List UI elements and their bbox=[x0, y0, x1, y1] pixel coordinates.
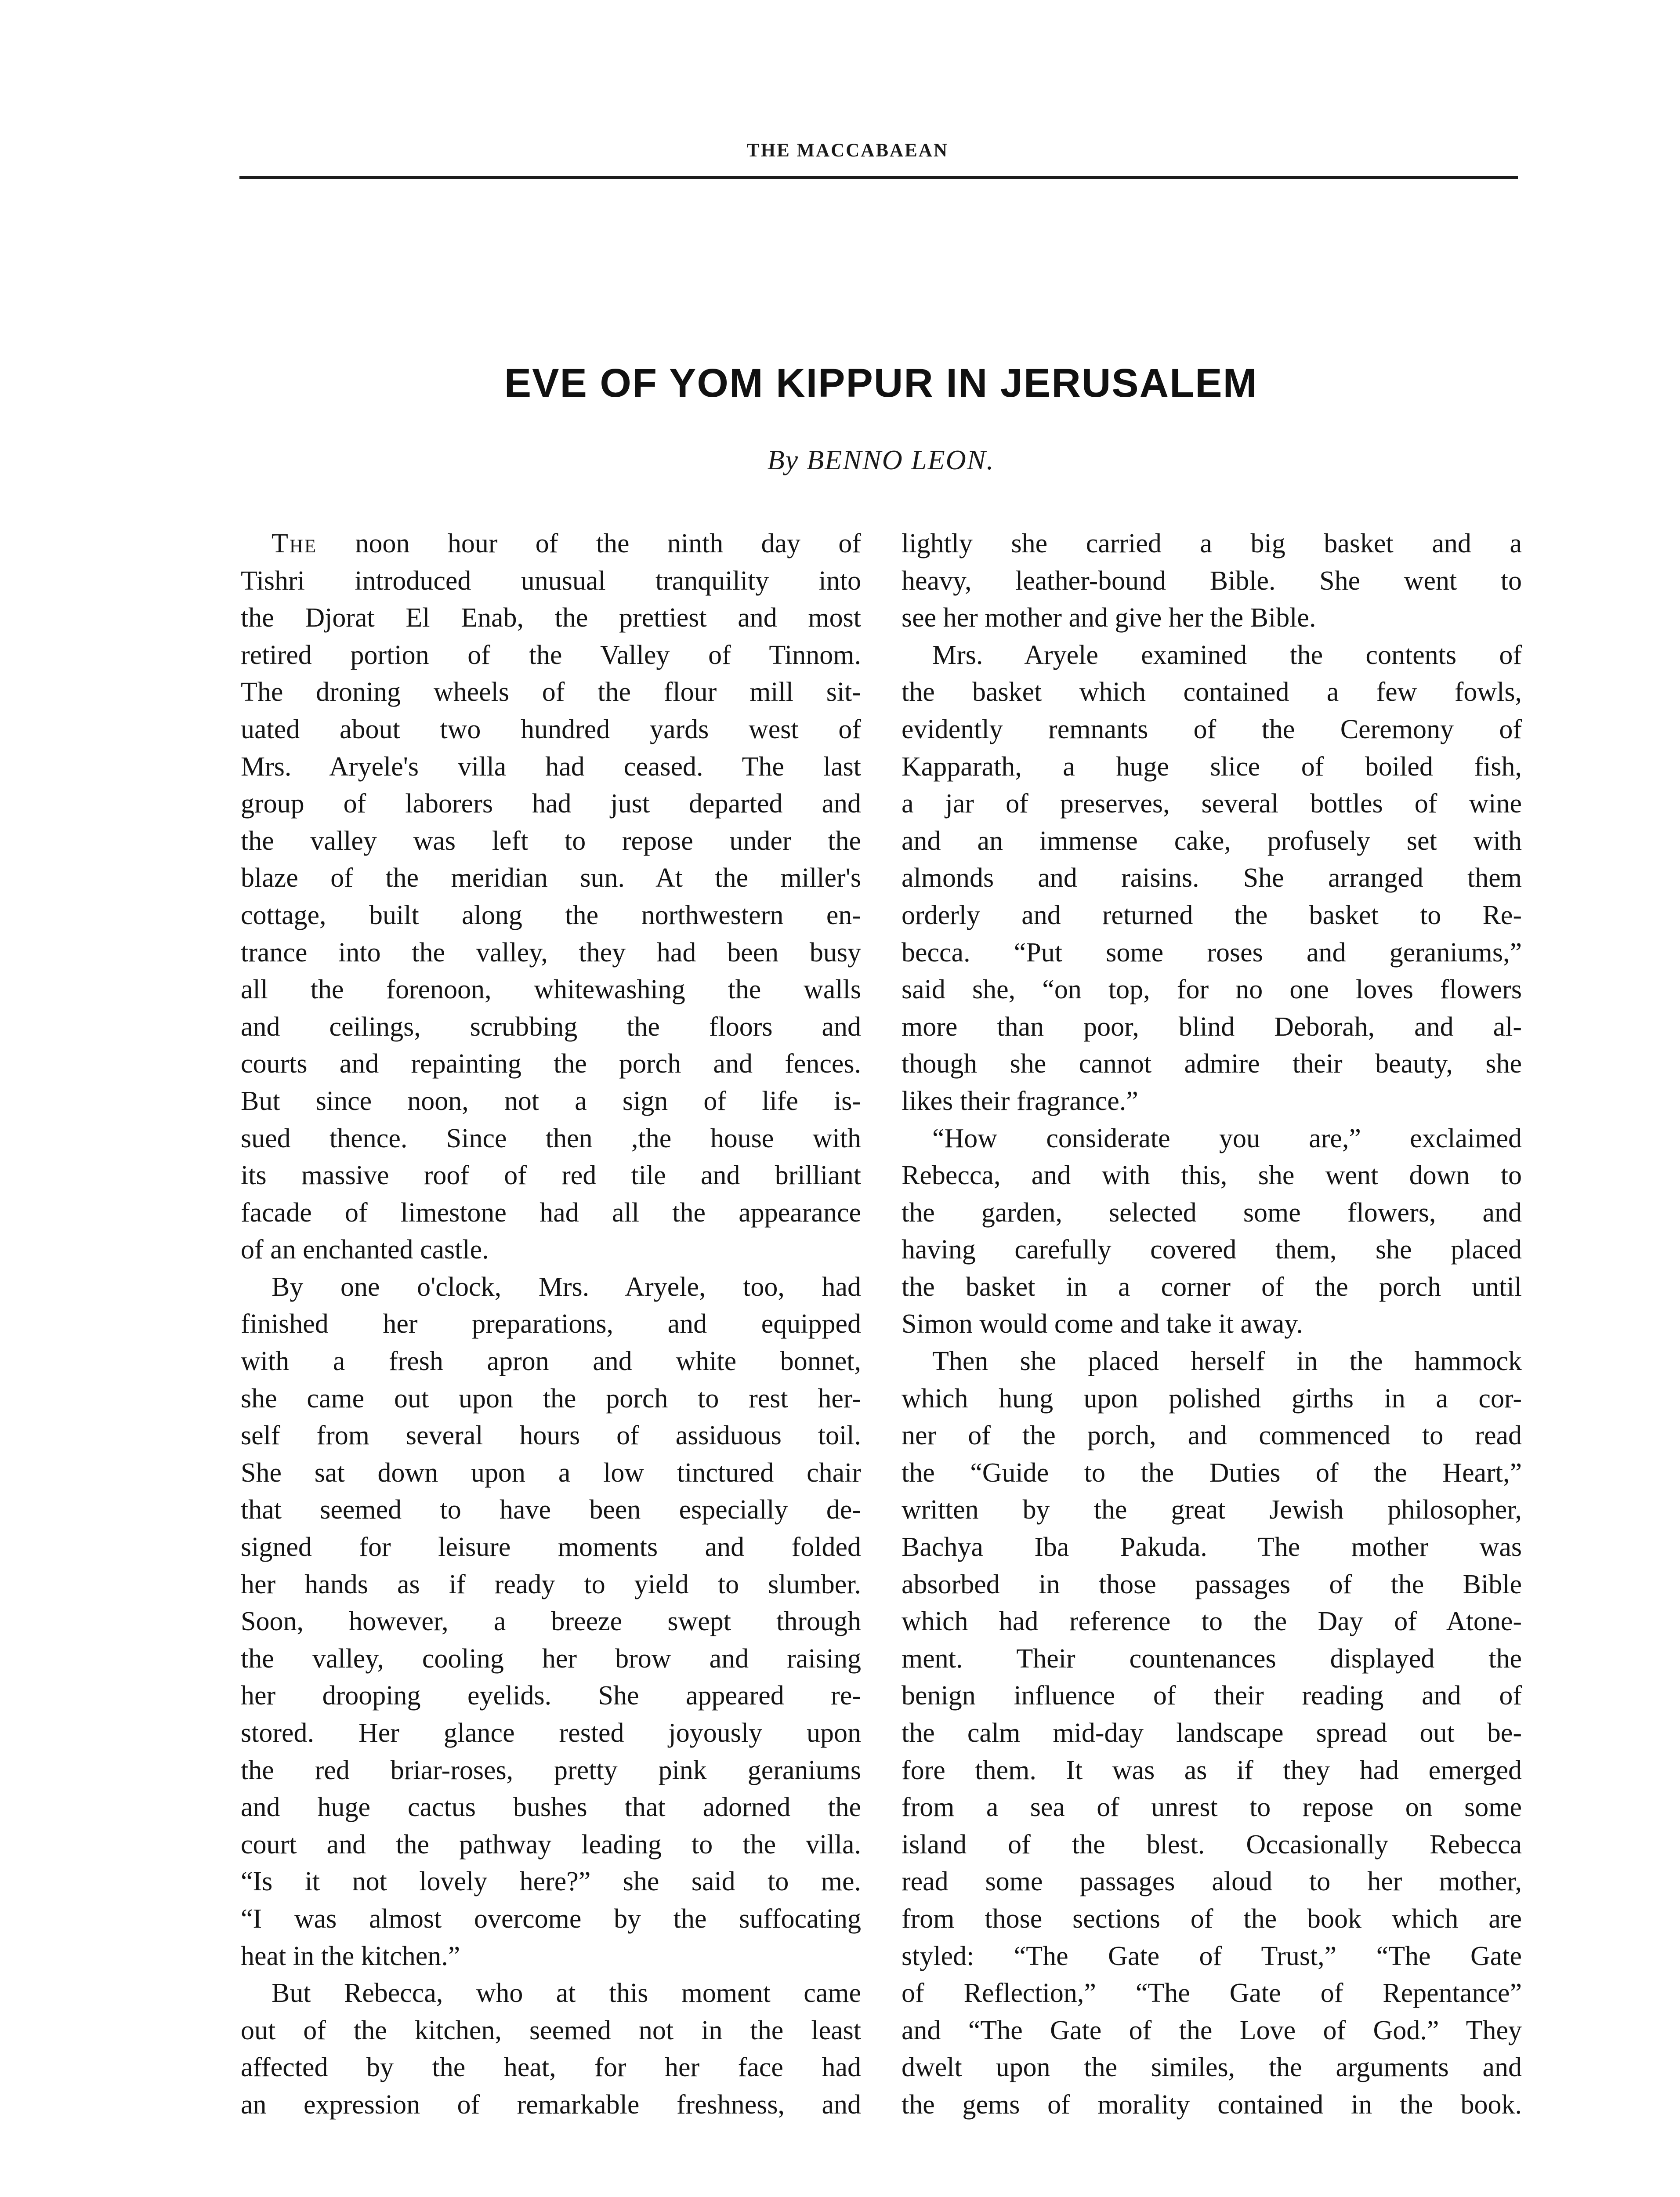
text-line: the basket which contained a few fowls, bbox=[902, 677, 1522, 707]
text-line: the “Guide to the Duties of the Heart,” bbox=[902, 1457, 1522, 1488]
text-line: which had reference to the Day of Atone- bbox=[902, 1606, 1522, 1637]
text-line: Kapparath, a huge slice of boiled fish, bbox=[902, 751, 1522, 782]
header-rule bbox=[239, 176, 1518, 179]
text-line: and “The Gate of the Love of God.” They bbox=[902, 2015, 1522, 2045]
text-line bbox=[241, 525, 861, 562]
text-line: the Djorat El Enab, the prettiest and most bbox=[241, 603, 861, 633]
text-line: “Is it not lovely here?” she said to me. bbox=[241, 1867, 861, 1897]
text-line: from those sections of the book which are bbox=[902, 1903, 1522, 1934]
text-line: signed for leisure moments and folded bbox=[241, 1532, 861, 1563]
text-line: all the forenoon, whitewashing the walls bbox=[241, 975, 861, 1005]
text-line: and ceilings, scrubbing the floors and bbox=[241, 1011, 861, 1042]
left-column bbox=[241, 525, 861, 2124]
text-line: dwelt upon the similes, the arguments and bbox=[902, 2052, 1522, 2083]
text-line: But Rebecca, who at this moment came bbox=[272, 1978, 861, 2008]
text-line: the calm mid-day landscape spread out be- bbox=[902, 1718, 1522, 1748]
text-line: said she, “on top, for no one loves flowers bbox=[902, 975, 1522, 1005]
text-line: uated about two hundred yards west of bbox=[241, 714, 861, 744]
text-line: lightly she carried a big basket and a bbox=[902, 529, 1522, 558]
text-line: She sat down upon a low tinctured chair bbox=[241, 1457, 861, 1488]
text-line: blaze of the meridian sun. At the miller's bbox=[241, 863, 861, 893]
text-line: the valley was left to repose under the bbox=[241, 826, 861, 856]
text-line: a jar of preserves, several bottles of wine bbox=[902, 789, 1522, 819]
text-line: almonds and raisins. She arranged them bbox=[902, 863, 1522, 893]
text-line: “How considerate you are,” exclaimed bbox=[932, 1123, 1522, 1153]
text-line: the garden, selected some flowers, and bbox=[902, 1197, 1522, 1228]
text-line: facade of limestone had all the appearance bbox=[241, 1197, 861, 1228]
text-line: out of the kitchen, seemed not in the least bbox=[241, 2015, 861, 2045]
text-line: written by the great Jewish philosopher, bbox=[902, 1495, 1522, 1525]
text-line: island of the blest. Occasionally Rebecca bbox=[902, 1829, 1522, 1860]
text-line: and huge cactus bushes that adorned the bbox=[241, 1792, 861, 1823]
text-line: heat in the kitchen.” bbox=[241, 1941, 460, 1971]
text-line: But since noon, not a sign of life is- bbox=[241, 1086, 861, 1116]
text-line: Mrs. Aryele's villa had ceased. The last bbox=[241, 751, 861, 782]
text-line: “I was almost overcome by the suffocating bbox=[241, 1903, 861, 1934]
text-line: more than poor, blind Deborah, and al- bbox=[902, 1011, 1522, 1042]
text-line: finished her preparations, and equipped bbox=[241, 1309, 861, 1339]
running-head: THE MACCABAEAN bbox=[747, 140, 949, 161]
text-line: the gems of morality contained in the book. bbox=[902, 2089, 1522, 2120]
text-line: Then she placed herself in the hammock bbox=[932, 1346, 1522, 1377]
text-line: ment. Their countenances displayed the bbox=[902, 1643, 1522, 1674]
text-line: the valley, cooling her brow and raising bbox=[241, 1643, 861, 1674]
text-line: affected by the heat, for her face had bbox=[241, 2052, 861, 2083]
text-line: court and the pathway leading to the villa. bbox=[241, 1829, 861, 1860]
text-line: stored. Her glance rested joyously upon bbox=[241, 1718, 861, 1748]
byline: By BENNO LEON. bbox=[767, 444, 995, 475]
text-line: though she cannot admire their beauty, she bbox=[902, 1049, 1522, 1079]
text-line: group of laborers had just departed and bbox=[241, 789, 861, 819]
line-rest: noon hour of the ninth day of bbox=[317, 529, 861, 558]
text-line: orderly and returned the basket to Re- bbox=[902, 900, 1522, 930]
text-line: which hung upon polished girths in a cor- bbox=[902, 1383, 1522, 1414]
right-column bbox=[902, 525, 1522, 2124]
text-line: Simon would come and take it away. bbox=[902, 1309, 1303, 1339]
text-line: she came out upon the porch to rest her- bbox=[241, 1383, 861, 1414]
text-line: The droning wheels of the flour mill sit- bbox=[241, 677, 861, 707]
text-line: and an immense cake, profusely set with bbox=[902, 826, 1522, 856]
text-line: heavy, leather-bound Bible. She went to bbox=[902, 566, 1522, 596]
text-line: benign influence of their reading and of bbox=[902, 1681, 1522, 1711]
text-line: Bachya Iba Pakuda. The mother was bbox=[902, 1532, 1522, 1563]
text-line: sued thence. Since then ,the house with bbox=[241, 1123, 861, 1153]
text-line: the red briar-roses, pretty pink geraniums bbox=[241, 1755, 861, 1785]
article-title: EVE OF YOM KIPPUR IN JERUSALEM bbox=[504, 361, 1258, 406]
text-line: from a sea of unrest to repose on some bbox=[902, 1792, 1522, 1823]
text-line: Tishri introduced unusual tranquility into bbox=[241, 566, 861, 596]
text-line: the basket in a corner of the porch until bbox=[902, 1272, 1522, 1302]
text-line: evidently remnants of the Ceremony of bbox=[902, 714, 1522, 744]
text-line: styled: “The Gate of Trust,” “The Gate bbox=[902, 1941, 1522, 1971]
text-line: self from several hours of assiduous toil. bbox=[241, 1421, 861, 1451]
text-line: that seemed to have been especially de- bbox=[241, 1495, 861, 1525]
text-line: fore them. It was as if they had emerged bbox=[902, 1755, 1522, 1785]
text-line: see her mother and give her the Bible. bbox=[902, 603, 1316, 633]
text-line: By one o'clock, Mrs. Aryele, too, had bbox=[272, 1272, 861, 1302]
text-line: Soon, however, a breeze swept through bbox=[241, 1606, 861, 1637]
text-line: read some passages aloud to her mother, bbox=[902, 1867, 1522, 1897]
text-line: trance into the valley, they had been busy bbox=[241, 937, 861, 968]
text-line: her hands as if ready to yield to slumber. bbox=[241, 1569, 861, 1599]
text-line: of Reflection,” “The Gate of Repentance” bbox=[902, 1978, 1522, 2008]
text-line: Mrs. Aryele examined the contents of bbox=[932, 640, 1522, 670]
text-line: retired portion of the Valley of Tinnom. bbox=[241, 640, 861, 670]
text-line: courts and repainting the porch and fences. bbox=[241, 1049, 861, 1079]
text-line: having carefully covered them, she placed bbox=[902, 1235, 1522, 1265]
text-line: with a fresh apron and white bonnet, bbox=[241, 1346, 861, 1377]
text-line: ner of the porch, and commenced to read bbox=[902, 1421, 1522, 1451]
text-line: Rebecca, and with this, she went down to bbox=[902, 1160, 1522, 1191]
drop-word: The bbox=[272, 529, 318, 558]
text-line: cottage, built along the northwestern en- bbox=[241, 900, 861, 930]
text-line: her drooping eyelids. She appeared re- bbox=[241, 1681, 861, 1711]
text-line: absorbed in those passages of the Bible bbox=[902, 1569, 1522, 1599]
text-line: an expression of remarkable freshness, and bbox=[241, 2089, 861, 2120]
text-line: of an enchanted castle. bbox=[241, 1235, 489, 1265]
text-line: its massive roof of red tile and brilliant bbox=[241, 1160, 861, 1191]
text-line: becca. “Put some roses and geraniums,” bbox=[902, 937, 1522, 968]
text-line: likes their fragrance.” bbox=[902, 1086, 1138, 1116]
